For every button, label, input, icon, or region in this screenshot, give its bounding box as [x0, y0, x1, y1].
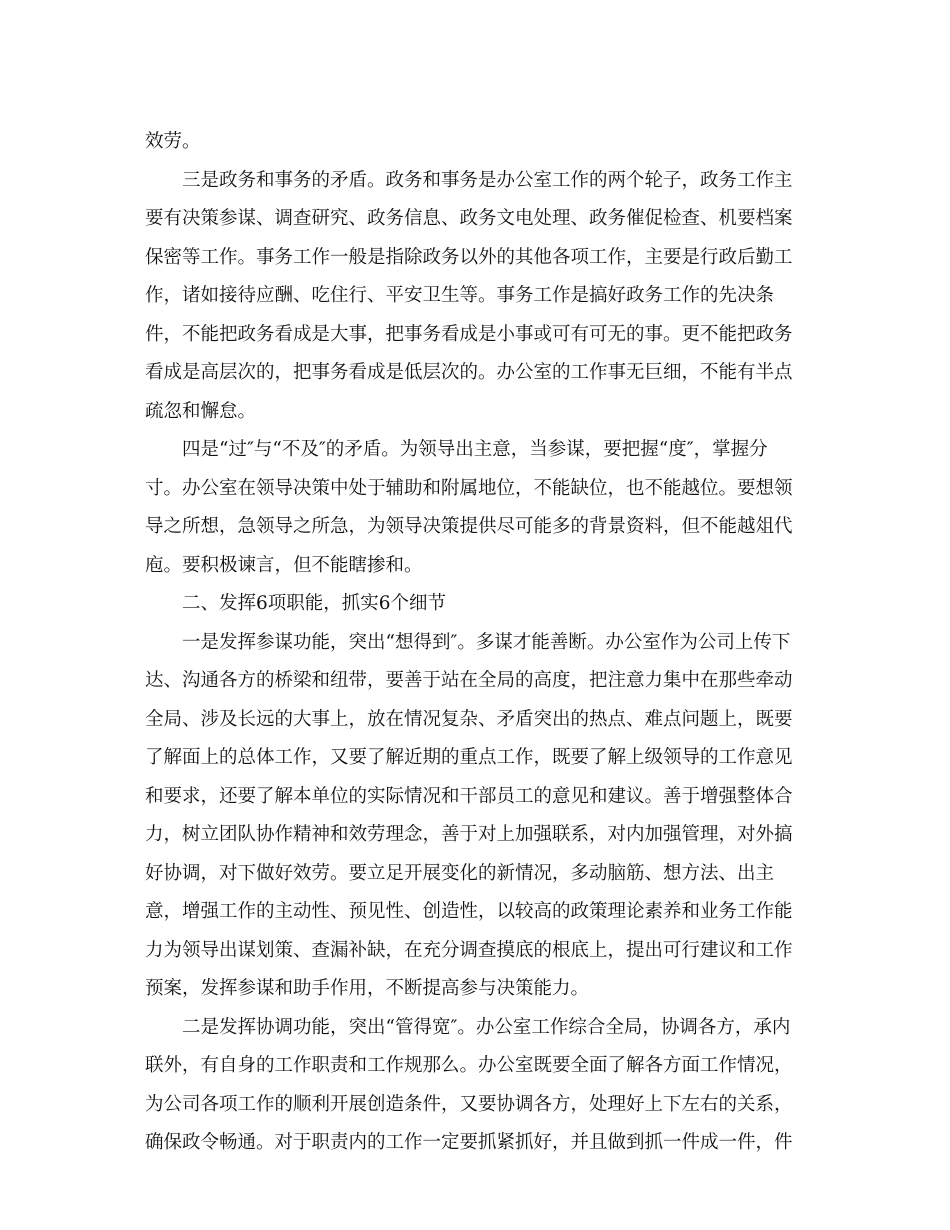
text-line-19: 力，树立团队协作精神和效劳理念，善于对上加强联系，对内加强管理，对外搞 — [145, 824, 793, 845]
text-line-9: 四是“过″与“不及″的矛盾。为领导出主意，当参谋，要把握“度″，掌握分 — [182, 439, 768, 460]
text-line-2: 三是政务和事务的矛盾。政务和事务是办公室工作的两个轮子，政务工作主 — [182, 169, 793, 191]
text-line-4: 保密等工作。事务工作一般是指除政务以外的其他各项工作，主要是行政后勤工 — [145, 246, 793, 268]
text-line-8: 疏忽和懈怠。 — [145, 400, 257, 422]
text-line-21: 意，增强工作的主动性、预见性、创造性，以较高的政策理论素养和业务工作能 — [145, 901, 793, 922]
text-line-15: 达、沟通各方的桥梁和纽带，要善于站在全局的高度，把注意力集中在那些牵动 — [145, 670, 793, 691]
text-line-12: 庖。要积极谏言，但不能瞎掺和。 — [145, 554, 423, 576]
text-line-23: 预案，发挥参谋和助手作用，不断提高参与决策能力。 — [145, 978, 590, 999]
document-body — [145, 123, 810, 1163]
text-line-7: 看成是高层次的，把事务看成是低层次的。办公室的工作事无巨细，不能有半点 — [145, 362, 793, 383]
text-line-22: 力为领导出谋划策、查漏补缺，在充分调查摸底的根底上，提出可行建议和工作 — [145, 939, 793, 961]
text-line-24: 二是发挥协调功能，突出“管得宽″。办公室工作综合全局，协调各方，承内 — [182, 1016, 791, 1038]
text-line-6: 件，不能把政务看成是大事，把事务看成是小事或可有可无的事。更不能把政务 — [145, 323, 793, 345]
text-line-17: 了解面上的总体工作，又要了解近期的重点工作，既要了解上级领导的工作意见 — [145, 747, 793, 768]
text-line-3: 要有决策参谋、调查研究、政务信息、政务文电处理、政务催促检查、机要档案 — [145, 208, 793, 229]
text-line-14: 一是发挥参谋功能，突出“想得到″。多谋才能善断。办公室作为公司上传下 — [182, 631, 791, 653]
text-line-10: 寸。办公室在领导决策中处于辅助和附属地位，不能缺位，也不能越位。要想领 — [145, 477, 793, 499]
section-heading: 二、发挥6项职能，抓实6个细节 — [182, 593, 447, 614]
text-line-16: 全局、涉及长远的大事上，放在情况复杂、矛盾突出的热点、难点问题上，既要 — [145, 708, 793, 730]
text-line-20: 好协调，对下做好效劳。要立足开展变化的新情况，多动脑筋、想方法、出主 — [145, 862, 775, 884]
text-line-18: 和要求，还要了解本单位的实际情况和干部员工的意见和建议。善于增强整体合 — [145, 785, 793, 807]
text-line-25: 联外，有自身的工作职责和工作规那么。办公室既要全面了解各方面工作情况， — [145, 1055, 793, 1076]
text-line-26: 为公司各项工作的顺利开展创造条件，又要协调各方，处理好上下左右的关系， — [145, 1093, 793, 1115]
text-line-1: 效劳。 — [145, 131, 201, 152]
text-line-5: 作，诸如接待应酬、吃住行、平安卫生等。事务工作是搞好政务工作的先决条 — [145, 285, 775, 306]
text-line-11: 导之所想，急领导之所急，为领导决策提供尽可能多的背景资料，但不能越俎代 — [145, 516, 793, 537]
text-line-27: 确保政令畅通。对于职责内的工作一定要抓紧抓好，并且做到抓一件成一件，件 — [145, 1132, 793, 1153]
